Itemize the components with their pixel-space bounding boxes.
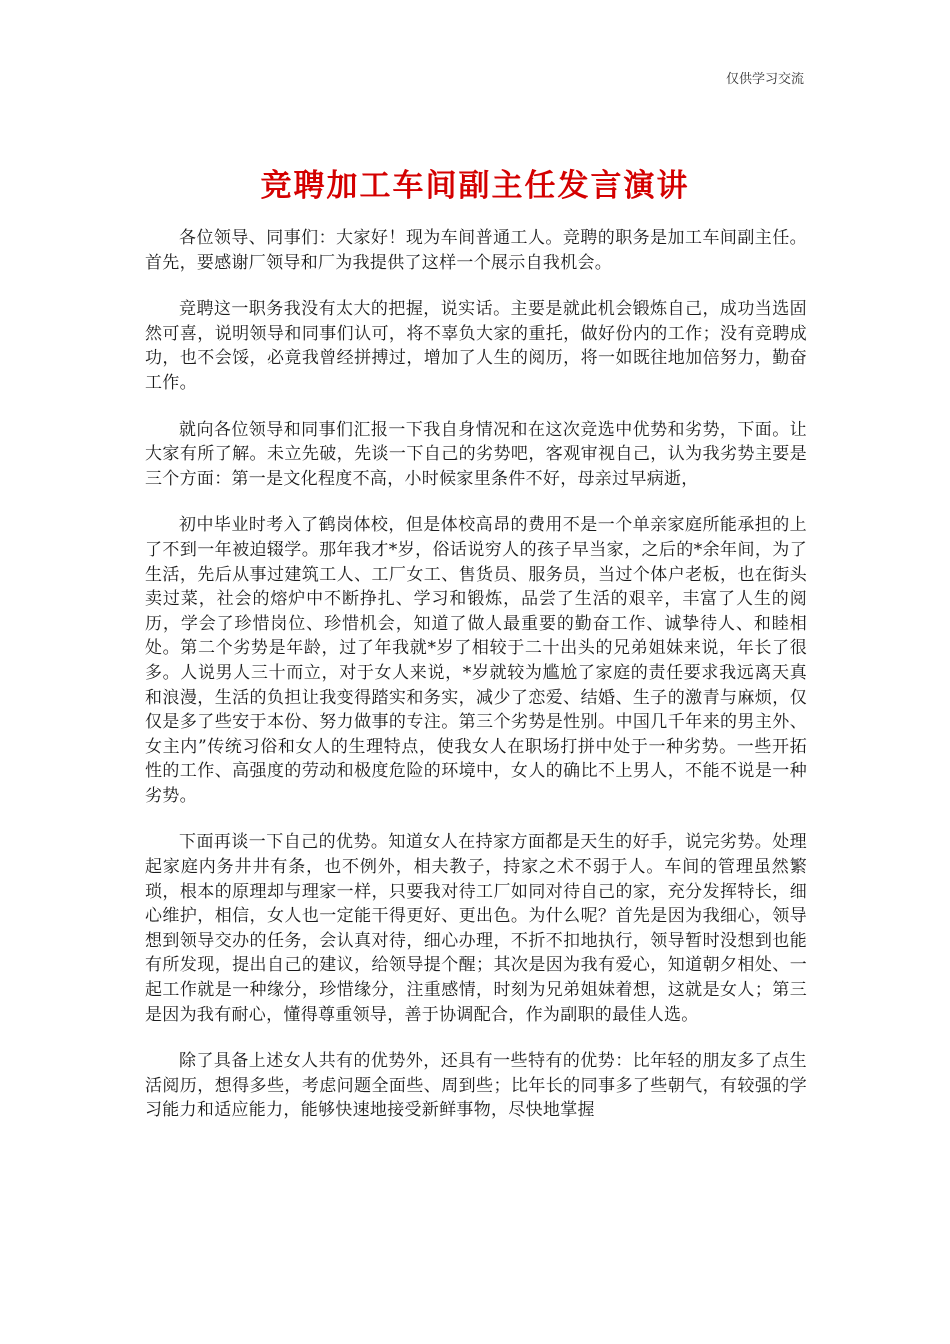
paragraph-attitude: 竞聘这一职务我没有太大的把握，说实话。主要是就此机会锻炼自己，成功当选固然可喜，说明领导和同事们认可，将不辜负大家的重托，做好份内的工作；没有竞聘成功，也不会馁，必竟我曾经拼搏过，增加了人生的阅历，将一如既往地加倍努力，勤奋工作。 [145, 299, 807, 393]
paragraph-weaknesses: 初中毕业时考入了鹤岗体校，但是体校高昂的费用不是一个单亲家庭所能承担的上了不到一年被迫辍学。那年我才*岁，俗话说穷人的孩子早当家，之后的*余年间，为了生活，先后从事过建筑工人、工厂女工、售货员、服务员，当过个体户老板，也在街头卖过菜，社会的熔炉中不断挣扎、学习和锻炼，品尝了生活的艰辛，丰富了人生的阅历，学会了珍惜岗位、珍惜机会，知道了做人最重要的勤奋工作、诚挚待人、和睦相处。第二个劣势是年龄，过了年我就*岁了相较于二十出头的兄弟姐妹来说，年长了很多。人说男人三十而立，对于女人来说，*岁就较为尴尬了家庭的责任要求我远离天真和浪漫，生活的负担让我变得踏实和务实，减少了恋爱、结婚、生子的激青与麻烦，仅仅是多了些安于本份、努力做事的专注。第三个劣势是性别。中国几千年来的男主外、女主内”传统习俗和女人的生理特点，使我女人在职场打拼中处于一种劣势。一些开拓性的工作、高强度的劳动和极度危险的环境中，女人的确比不上男人，不能不说是一种劣势。 [145, 515, 807, 806]
paragraph-special-strengths: 除了具备上述女人共有的优势外，还具有一些特有的优势：比年轻的朋友多了点生活阅历，想得多些，考虑问题全面些、周到些；比年长的同事多了些朝气，有较强的学习能力和适应能力，能够快速地接受新鲜事物，尽快地掌握 [145, 1051, 807, 1121]
document-body [145, 226, 807, 1145]
header-note: 仅供学习交流 [725, 72, 804, 87]
paragraph-weakness-intro: 就向各位领导和同事们汇报一下我自身情况和在这次竞选中优势和劣势，下面。让大家有所了解。未立先破，先谈一下自己的劣势吧，客观审视自己，认为我劣势主要是三个方面：第一是文化程度不高，小时候家里条件不好，母亲过早病逝， [145, 419, 807, 489]
document-title: 竞聘加工车间副主任发言演讲 [260, 168, 690, 204]
paragraph-greeting: 各位领导、同事们：大家好！现为车间普通工人。竞聘的职务是加工车间副主任。首先，要感谢厂领导和厂为我提供了这样一个展示自我机会。 [145, 228, 807, 273]
paragraph-strengths: 下面再谈一下自己的优势。知道女人在持家方面都是天生的好手，说完劣势。处理起家庭内务井井有条，也不例外，相夫教子，持家之术不弱于人。车间的管理虽然繁琐，根本的原理却与理家一样，只要我对待工厂如同对待自己的家，充分发挥特长，细心维护，相信，女人也一定能干得更好、更出色。为什么呢？首先是因为我细心，领导想到领导交办的任务，会认真对待，细心办理，不折不扣地执行，领导暂时没想到也能有所发现，提出自己的建议，给领导提个醒；其次是因为我有爱心，知道朝夕相处、一起工作就是一种缘分，珍惜缘分，注重感情，时刻为兄弟姐妹着想，这就是女人；第三是因为我有耐心，懂得尊重领导，善于协调配合，作为副职的最佳人选。 [145, 832, 807, 1025]
